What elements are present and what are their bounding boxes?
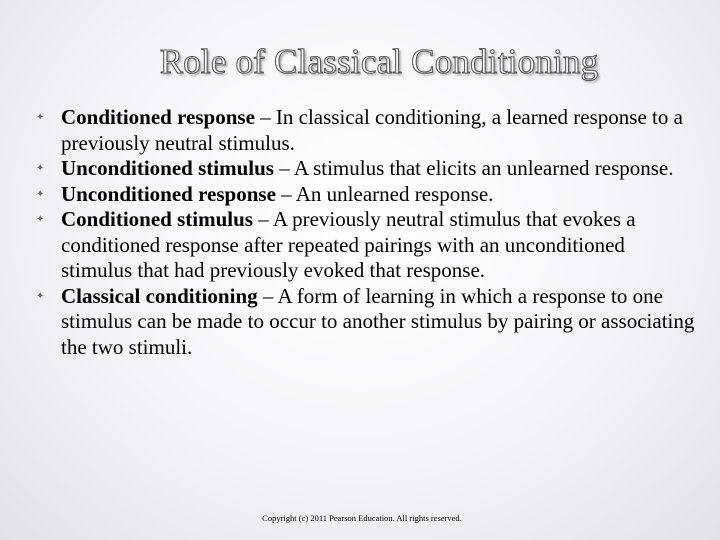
- list-item: [0, 105, 720, 156]
- definition: An unlearned response.: [295, 181, 494, 206]
- definition: A previously neutral stimulus that evokes a conditioned response after repeated pairings with an unconditioned stimulus that had previously evoked that response.: [61, 207, 636, 282]
- bullet-icon: ✦: [36, 290, 45, 302]
- term: Conditioned response: [61, 105, 255, 129]
- slide-title: Role of Classical Conditioning: [159, 42, 599, 81]
- separator: –: [257, 283, 278, 308]
- bullet-icon: ✦: [36, 188, 45, 200]
- bullet-icon: ✦: [36, 112, 45, 123]
- term: Unconditioned stimulus: [61, 156, 274, 180]
- definition: In classical conditioning, a learned response to a previously neutral stimulus.: [61, 105, 683, 155]
- list-item: [0, 207, 720, 284]
- separator: –: [252, 207, 273, 231]
- definition: A stimulus that elicits an unlearned response.: [293, 156, 674, 180]
- separator: –: [275, 181, 296, 206]
- term: Classical conditioning: [61, 283, 258, 308]
- bullet-icon: ✦: [36, 163, 45, 174]
- list-item: [0, 156, 720, 182]
- separator: –: [273, 156, 294, 180]
- list-item: [0, 284, 720, 361]
- separator: –: [254, 105, 276, 129]
- definition-list: [0, 105, 720, 360]
- definition: A form of learning in which a response to one stimulus can be made to occur to another stimulus by pairing or associating the two stimuli.: [61, 283, 695, 359]
- bullet-icon: ✦: [36, 214, 45, 225]
- copyright-footer: Copyright (c) 2011 Pearson Education. All rights reserved.: [262, 513, 462, 523]
- list-item: [0, 182, 720, 208]
- term: Unconditioned response: [61, 181, 276, 206]
- term: Conditioned stimulus: [61, 207, 253, 231]
